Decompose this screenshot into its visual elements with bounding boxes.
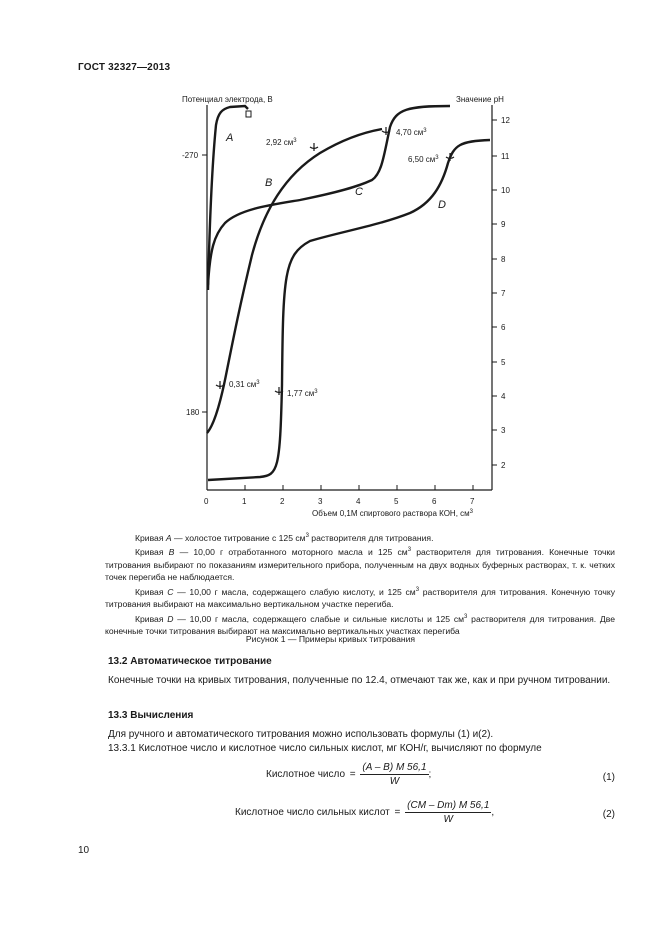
curve-label-d: D	[438, 199, 446, 211]
x-tick-6: 6	[432, 497, 437, 506]
x-tick-2: 2	[280, 497, 285, 506]
x-tick-0: 0	[204, 497, 209, 506]
left-tick-180: 180	[186, 408, 200, 417]
section-13-3-heading: 13.3 Вычисления	[108, 710, 194, 721]
ph-tick-12: 12	[501, 116, 510, 125]
ph-tick-6: 6	[501, 323, 506, 332]
legend-curve-c: Кривая C — 10,00 г масла, содержащего слабую кислоту, и 125 $см^3$ растворителя для титрования. Конечную точку титрования выбирают на максимально вертикальном участке перегиба.	[105, 586, 615, 610]
ph-tick-7: 7	[501, 289, 506, 298]
x-tick-3: 3	[318, 497, 323, 506]
formula-2-number: (2)	[602, 809, 615, 820]
x-ticks	[204, 485, 475, 506]
document-header: ГОСТ 32327—2013	[78, 62, 171, 73]
curve-label-b: B	[265, 177, 273, 189]
titration-curves-figure	[160, 85, 520, 525]
curve-label-a: A	[226, 132, 234, 144]
left-tick-270: -270	[182, 151, 199, 160]
ph-tick-4: 4	[501, 392, 506, 401]
curve-label-c: C	[355, 186, 363, 198]
curve-a-endpoint	[246, 111, 251, 117]
section-13-3-text: Для ручного и автоматического титрования можно использовать формулы (1) и(2). 13.3.1 Кислотное число и кислотное число сильных кислот, мг КОН/г, вычисляют по формуле	[108, 729, 542, 754]
ph-tick-5: 5	[501, 358, 506, 367]
curve-d	[208, 140, 490, 480]
annot-c-point: 4,70 $см^3$	[396, 128, 427, 137]
right-axis-label: Значение pH	[456, 95, 504, 104]
legend-curve-d: Кривая D — 10,00 г масла, содержащего слабые и сильные кислоты и 125 $см^3$ растворителя для титрования. Две конечные точки титрования выбирают на максимально вертикальных участках перегиба	[105, 613, 615, 636]
section-13-2-text: Конечные точки на кривых титрования, полученные по 12.4, отмечают так же, как и при ручном титровании.	[108, 675, 611, 686]
x-axis-label: Объем 0,1М спиртового раствора КОН, $см^3$	[312, 509, 473, 518]
formula-2: Кислотное число сильных кислот = $\frac{(CM - Dm) M 56,1}{W}$ ,	[235, 800, 495, 825]
x-tick-7: 7	[470, 497, 475, 506]
section-13-2-heading: 13.2 Автоматическое титрование	[108, 656, 272, 667]
x-tick-4: 4	[356, 497, 361, 506]
ph-tick-2: 2	[501, 461, 506, 470]
figure-title: Рисунок 1 — Примеры кривых титрования	[245, 634, 416, 644]
x-tick-5: 5	[394, 497, 399, 506]
ph-tick-9: 9	[501, 220, 506, 229]
legend-curve-b: Кривая B — 10,00 г отработанного моторного масла и 125 $см^3$ растворителя для титрования. Конечные точки титрования выбирают по показаниям измерительного прибора, полученным на двух водных буферных растворах, т. к. четких точек перегиба не наблюдается.	[105, 547, 615, 583]
x-tick-1: 1	[242, 497, 247, 506]
ph-tick-3: 3	[501, 426, 506, 435]
annot-d-lower: 1,77 $см^3$	[287, 389, 318, 398]
page-number: 10	[78, 845, 90, 856]
annot-d-upper: 6,50 $см^3$	[408, 155, 439, 164]
annot-b-upper: 2,92 $см^3$	[266, 138, 297, 147]
marker-b-upper	[310, 143, 318, 151]
formula-1-number: (1)	[602, 772, 615, 783]
formula-1: Кислотное число = $\frac{(A - B) M 56,1}{W}$ ;	[266, 762, 432, 787]
ph-tick-8: 8	[501, 255, 506, 264]
ph-tick-11: 11	[501, 152, 510, 161]
annot-b-lower: 0,31 $см^3$	[229, 380, 260, 389]
ph-tick-10: 10	[501, 186, 510, 195]
right-ticks	[492, 116, 510, 470]
left-axis-label: Потенциал электрода, В	[182, 95, 273, 104]
legend-curve-a: Кривая A — холостое титрование с 125 $см^3$ растворителя для титрования.	[135, 532, 434, 543]
figure-legend	[105, 530, 615, 637]
